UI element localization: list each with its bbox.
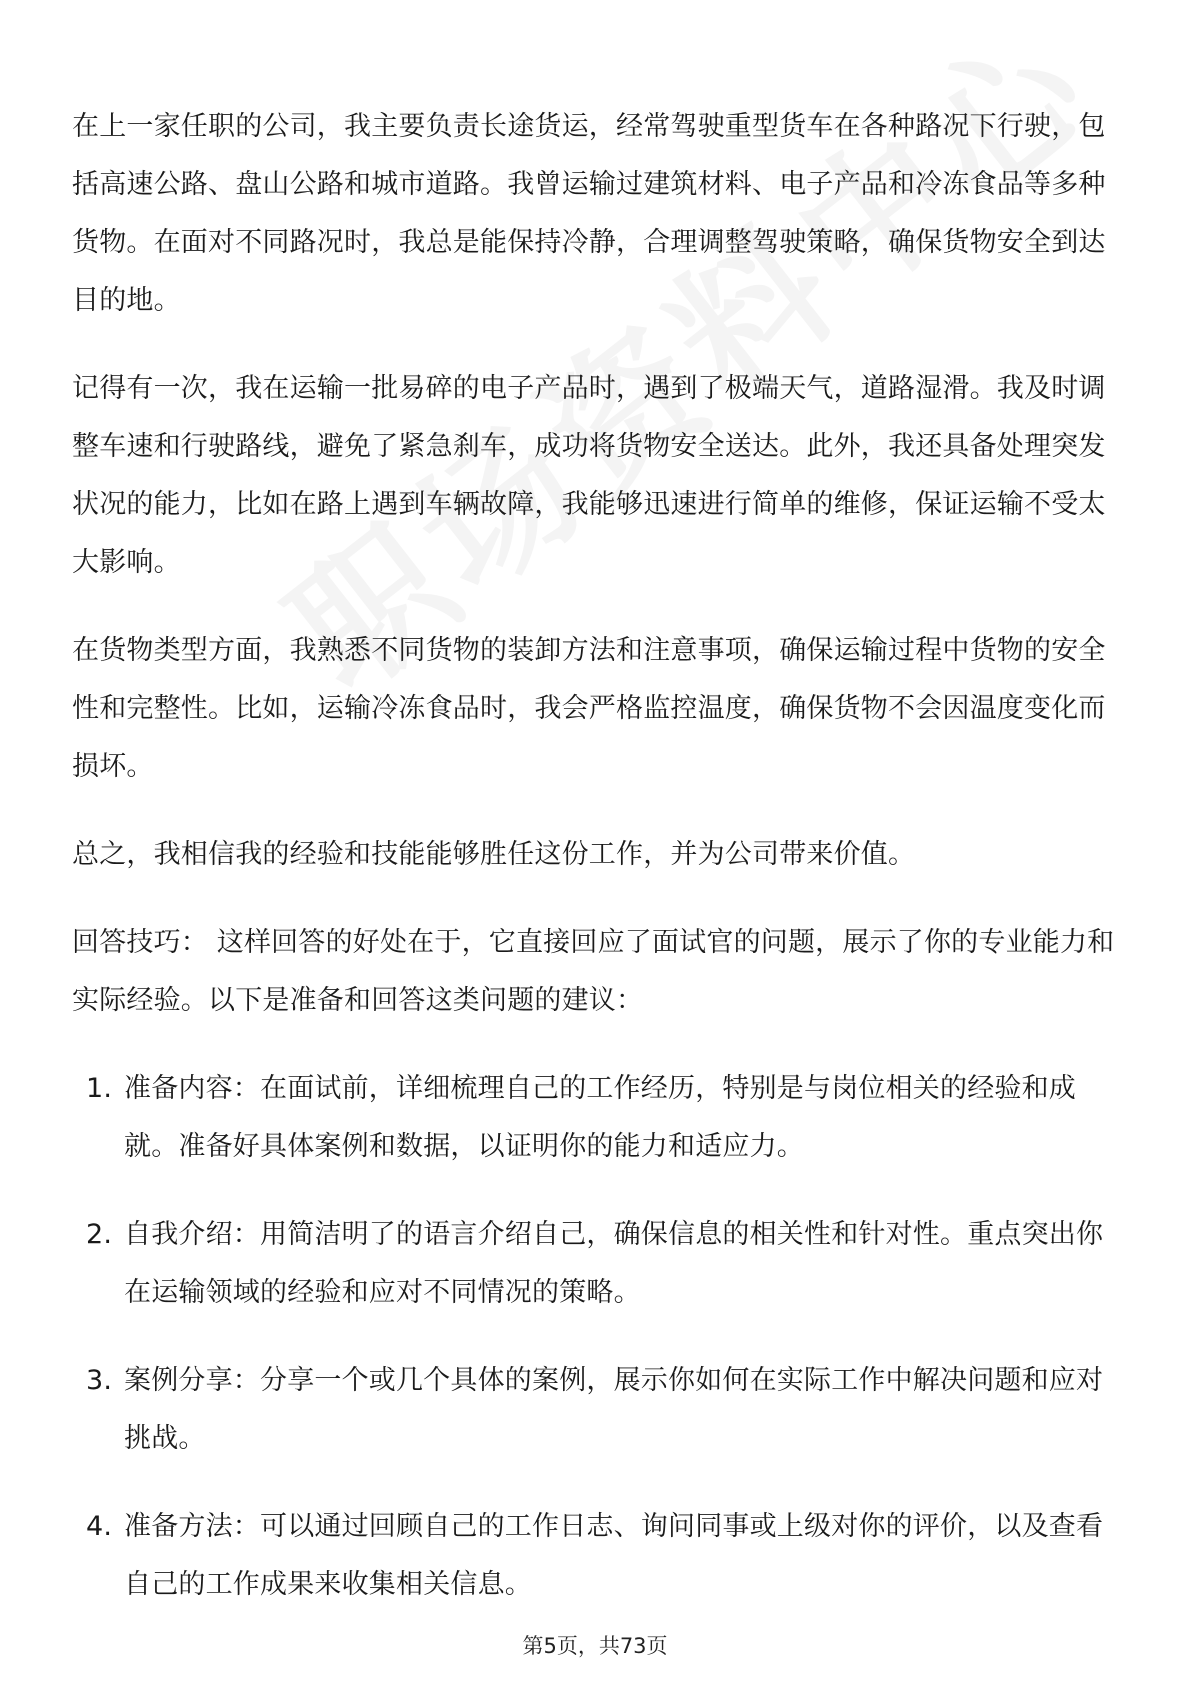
list-item-text: 准备内容：在面试前，详细梳理自己的工作经历，特别是与岗位相关的经验和成就。准备好具体案例和数据，以证明你的能力和适应力。 xyxy=(124,1073,1076,1162)
paragraph-example: 记得有一次，我在运输一批易碎的电子产品时，遇到了极端天气，道路湿滑。我及时调整车速和行驶路线，避免了紧急刹车，成功将货物安全送达。此外，我还具备处理突发状况的能力，比如在路上遇到车辆故障，我能够迅速进行简单的维修，保证运输不受太大影响。 xyxy=(72,373,1106,578)
list-item xyxy=(72,1206,1124,1322)
page-content xyxy=(72,98,1124,1644)
list-item-text: 自我介绍：用简洁明了的语言介绍自己，确保信息的相关性和针对性。重点突出你在运输领域的经验和应对不同情况的策略。 xyxy=(124,1219,1104,1308)
list-item-number: 3. xyxy=(86,1365,113,1396)
paragraph-cargo-types: 在货物类型方面，我熟悉不同货物的装卸方法和注意事项，确保运输过程中货物的安全性和完整性。比如，运输冷冻食品时，我会严格监控温度，确保货物不会因温度变化而损坏。 xyxy=(72,635,1106,782)
list-item-number: 2. xyxy=(86,1219,113,1250)
paragraph-experience: 在上一家任职的公司，我主要负责长途货运，经常驾驶重型货车在各种路况下行驶，包括高速公路、盘山公路和城市道路。我曾运输过建筑材料、电子产品和冷冻食品等多种货物。在面对不同路况时，我总是能保持冷静，合理调整驾驶策略，确保货物安全到达目的地。 xyxy=(72,111,1106,316)
list-item xyxy=(72,1060,1124,1176)
paragraph-answer-tips: 回答技巧： 这样回答的好处在于，它直接回应了面试官的问题，展示了你的专业能力和实际经验。以下是准备和回答这类问题的建议： xyxy=(72,927,1115,1016)
list-item-number: 1. xyxy=(86,1073,113,1104)
list-item xyxy=(72,1498,1124,1614)
paragraph-conclusion: 总之，我相信我的经验和技能能够胜任这份工作，并为公司带来价值。 xyxy=(72,839,916,870)
page-number-footer: 第5页，共73页 xyxy=(522,1634,668,1658)
list-item-text: 案例分享：分享一个或几个具体的案例，展示你如何在实际工作中解决问题和应对挑战。 xyxy=(124,1365,1104,1454)
list-item-number: 4. xyxy=(86,1511,113,1542)
list-item-text: 准备方法：可以通过回顾自己的工作日志、询问同事或上级对你的评价，以及查看自己的工作成果来收集相关信息。 xyxy=(124,1511,1104,1600)
tips-list xyxy=(72,1060,1124,1614)
list-item xyxy=(72,1352,1124,1468)
